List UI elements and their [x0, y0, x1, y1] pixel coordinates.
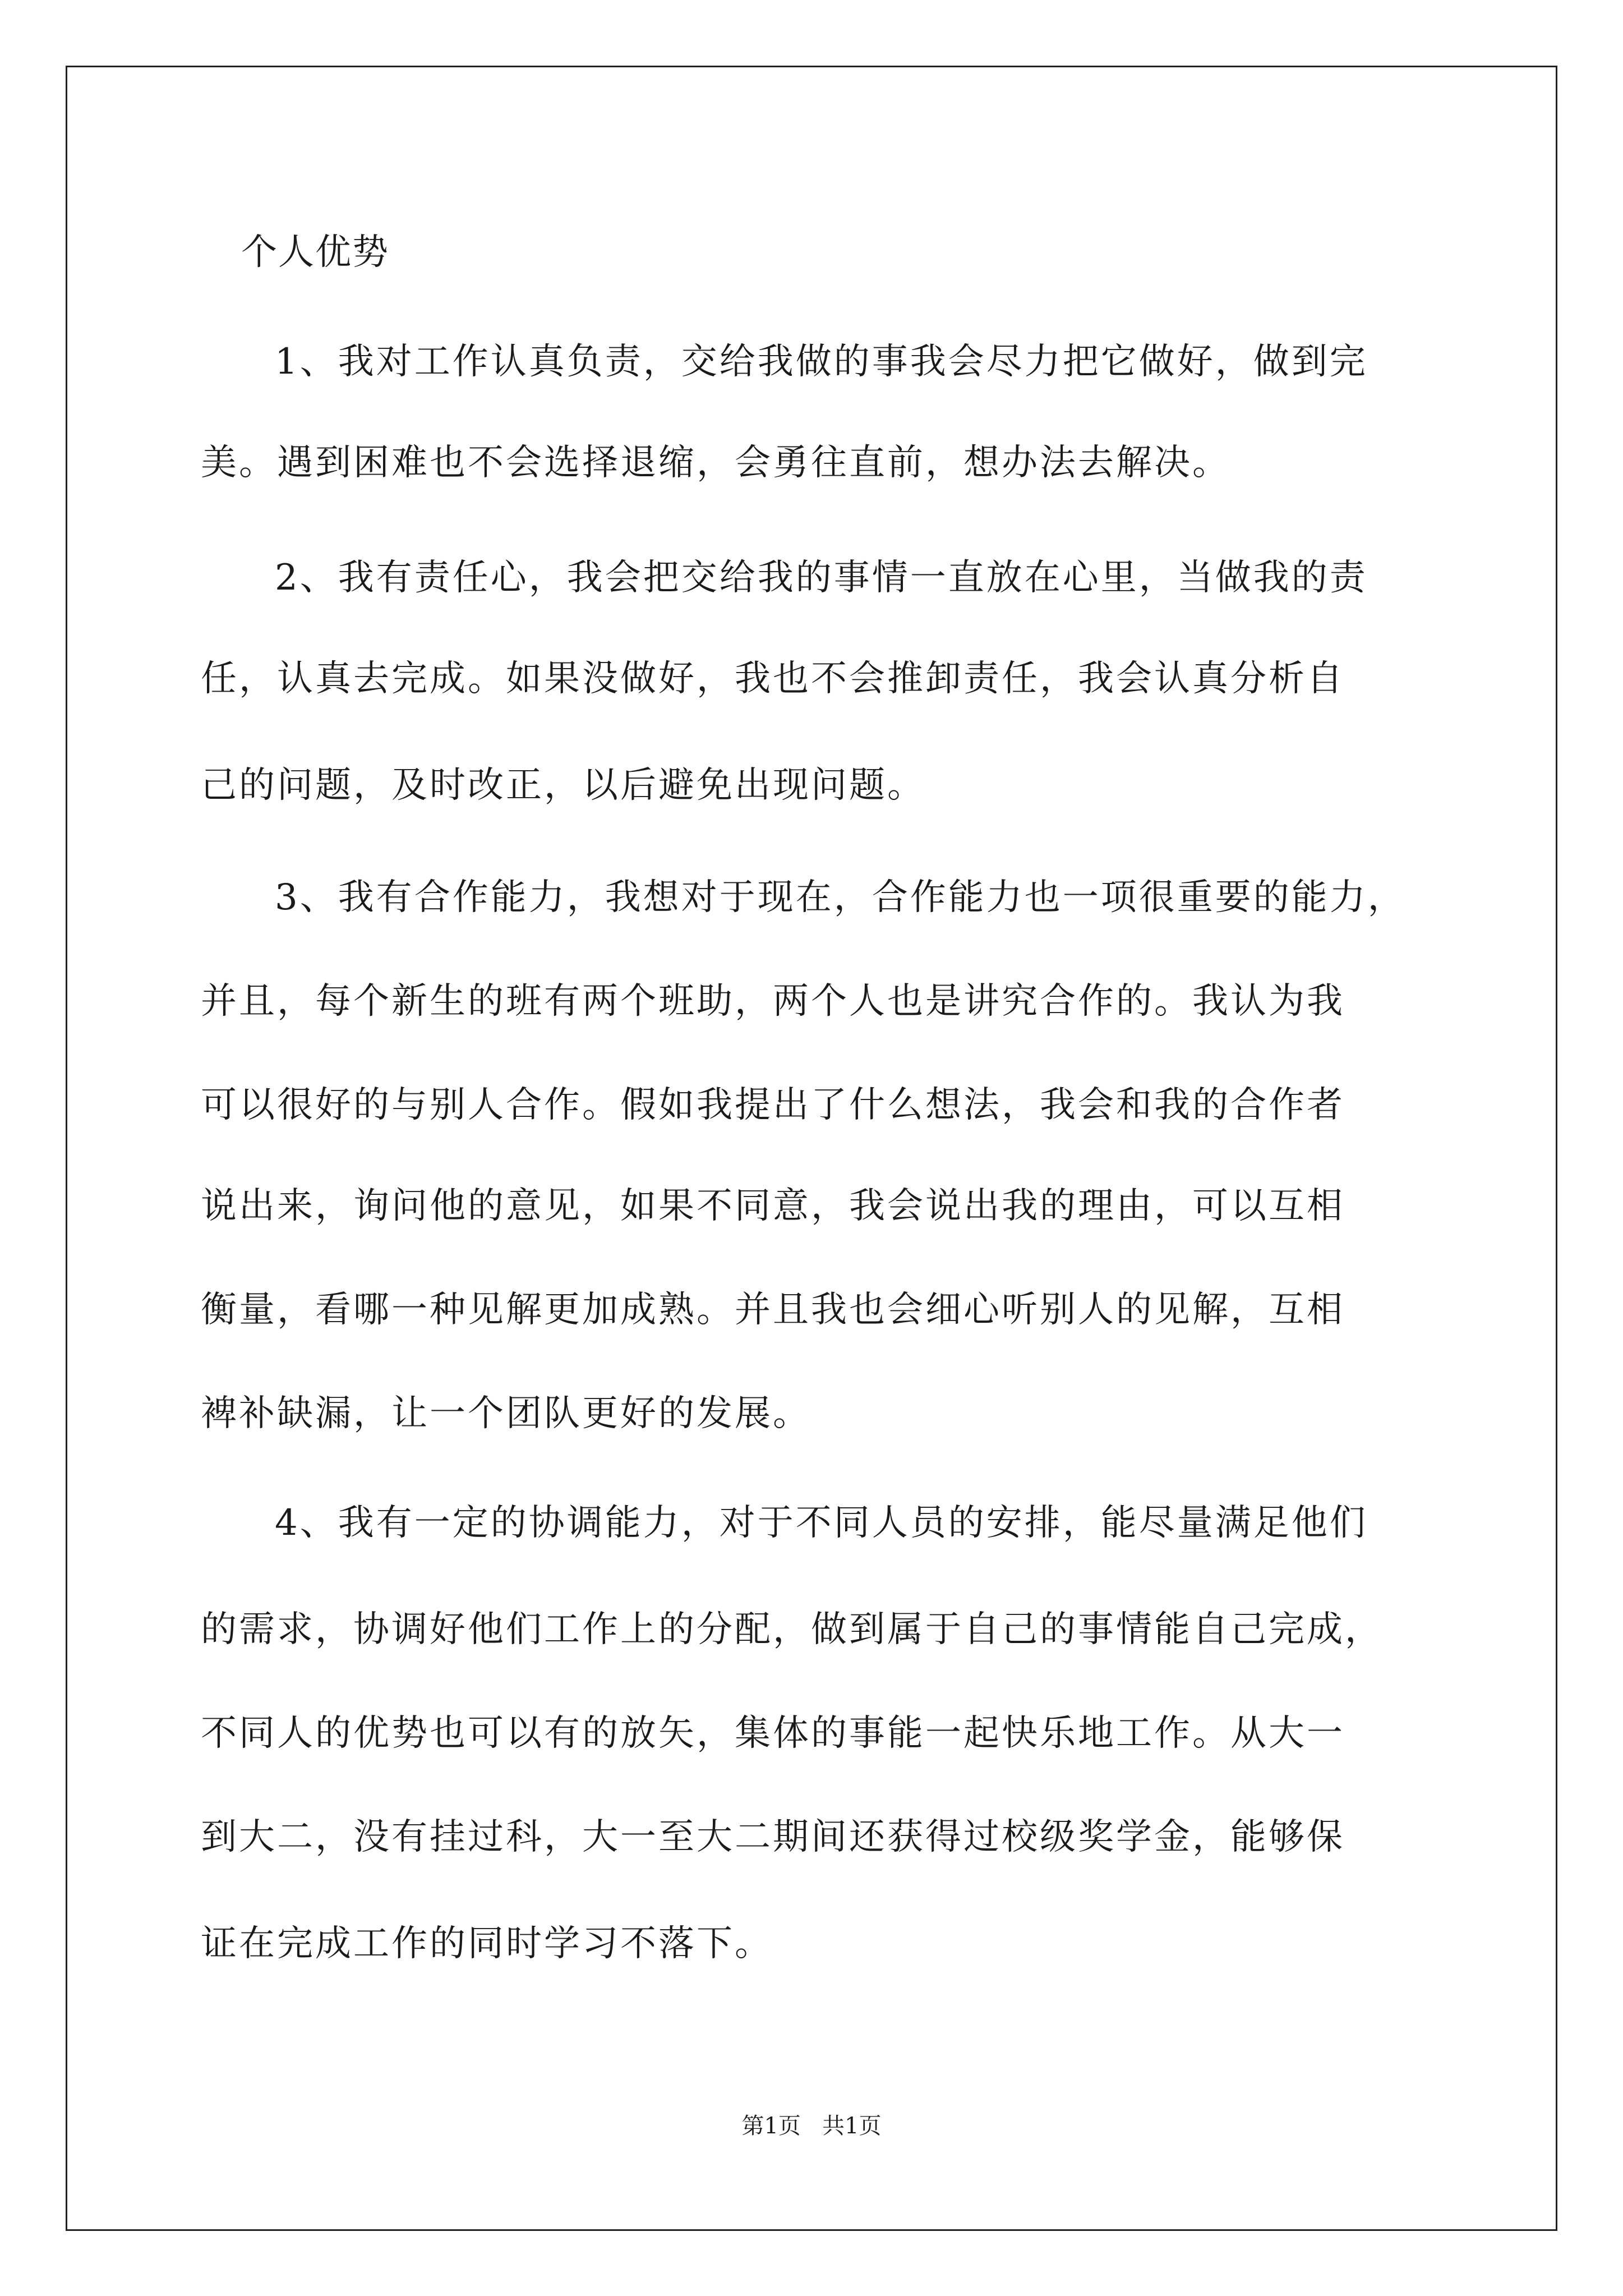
body-line: 美。遇到困难也不会选择退缩，会勇往直前，想办法去解决。 — [201, 442, 1230, 484]
body-line: 到大二，没有挂过科，大一至大二期间还获得过校级奖学金，能够保 — [201, 1816, 1345, 1858]
body-line: 裨补缺漏，让一个团队更好的发展。 — [201, 1393, 811, 1434]
body-line: 2、我有责任心，我会把交给我的事情一直放在心里，当做我的责 — [275, 557, 1368, 599]
body-line: 不同人的优势也可以有的放矢，集体的事能一起快乐地工作。从大一 — [201, 1713, 1345, 1754]
body-line: 3、我有合作能力，我想对于现在，合作能力也一项很重要的能力， — [275, 877, 1406, 918]
body-line: 任，认真去完成。如果没做好，我也不会推卸责任，我会认真分析自 — [201, 658, 1345, 700]
body-line: 的需求，协调好他们工作上的分配，做到属于自己的事情能自己完成， — [201, 1609, 1383, 1650]
body-line: 证在完成工作的同时学习不落下。 — [201, 1923, 773, 1964]
document-heading: 个人优势 — [241, 232, 389, 273]
body-line: 己的问题，及时改正，以后避免出现问题。 — [201, 765, 925, 806]
body-line: 说出来，询问他的意见，如果不同意，我会说出我的理由，可以互相 — [201, 1185, 1345, 1227]
body-line: 4、我有一定的协调能力，对于不同人员的安排，能尽量满足他们 — [275, 1502, 1368, 1544]
page-footer: 第1页 共1页 — [741, 2113, 882, 2139]
body-line: 并且，每个新生的班有两个班助，两个人也是讲究合作的。我认为我 — [201, 981, 1345, 1022]
body-line: 可以很好的与别人合作。假如我提出了什么想法，我会和我的合作者 — [201, 1084, 1345, 1126]
body-line: 1、我对工作认真负责，交给我做的事我会尽力把它做好，做到完 — [275, 341, 1368, 383]
body-line: 衡量，看哪一种见解更加成熟。并且我也会细心听别人的见解，互相 — [201, 1289, 1345, 1331]
